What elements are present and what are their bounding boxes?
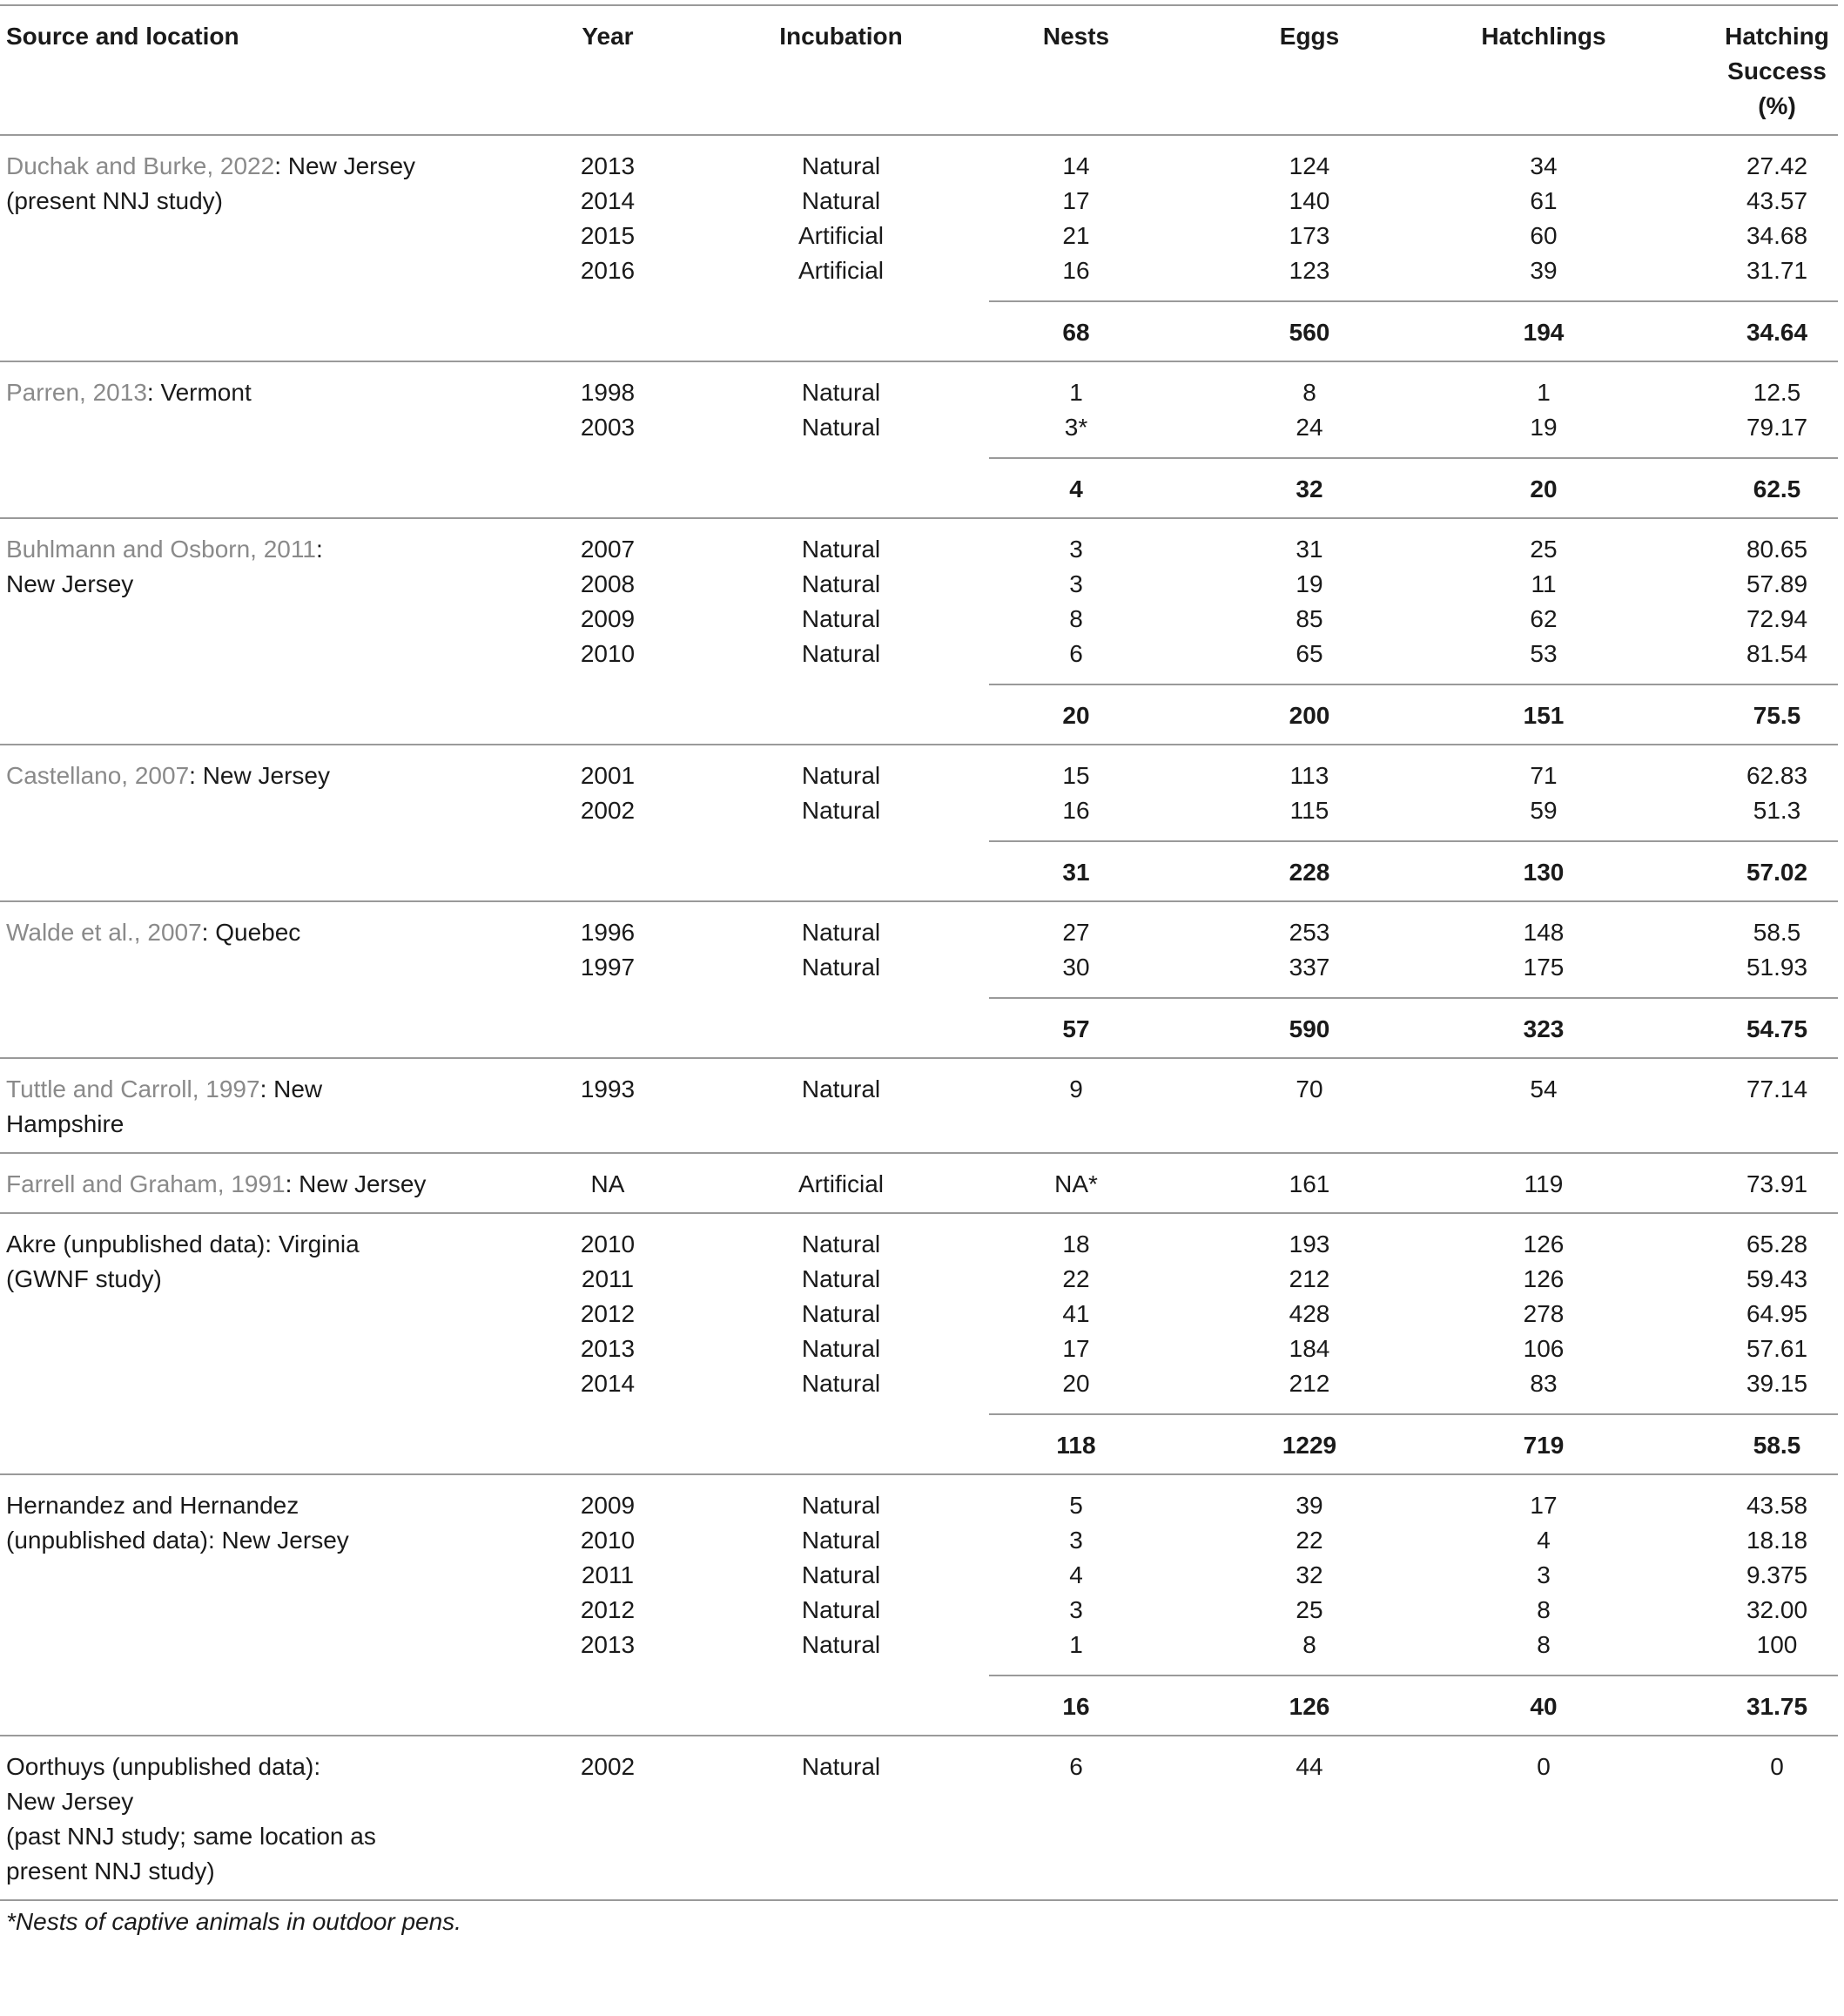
nests-cell: 15 [1062, 762, 1090, 789]
success-cell: 57.89 [1746, 570, 1808, 597]
source-line [6, 1107, 528, 1142]
incubation-cell: Artificial [797, 222, 884, 249]
source-line [6, 1167, 528, 1202]
success-cell: 100 [1756, 1631, 1798, 1658]
nests-cell: 16 [1062, 257, 1090, 284]
success-cell: 43.58 [1746, 1492, 1808, 1519]
total-cell: 4 [1069, 475, 1083, 502]
nests-cell: 9 [1069, 1075, 1083, 1102]
eggs-cell: 161 [1289, 1170, 1330, 1197]
subtotal-rule [989, 457, 1838, 459]
incubation-cell: Natural [801, 1300, 881, 1327]
eggs-cell: 65 [1296, 640, 1323, 667]
study-divider-rule [0, 517, 1838, 519]
success-cell: 79.17 [1746, 414, 1808, 441]
incubation-cell: Natural [801, 1231, 881, 1257]
success-cell: 9.375 [1746, 1561, 1808, 1588]
header-line: Hatching [1725, 23, 1829, 50]
nests-cell: 4 [1069, 1561, 1083, 1588]
eggs-cell: 428 [1289, 1300, 1330, 1327]
location-text: : New Jersey [285, 1170, 427, 1197]
incubation-cell: Natural [801, 570, 881, 597]
eggs-cell: 253 [1289, 919, 1330, 946]
source-line [6, 1262, 528, 1297]
incubation-cell: Natural [801, 379, 881, 406]
eggs-cell: 8 [1302, 1631, 1316, 1658]
total-cell: 590 [1289, 1015, 1330, 1042]
nests-cell: 17 [1062, 187, 1090, 214]
eggs-cell: 212 [1289, 1370, 1330, 1397]
location-text: : New Jersey [274, 152, 416, 179]
eggs-cell: 22 [1296, 1527, 1323, 1554]
nests-cell: 20 [1062, 1370, 1090, 1397]
incubation-cell: Natural [801, 954, 881, 981]
incubation-cell: Artificial [797, 257, 884, 284]
year-cell: 2003 [580, 414, 636, 441]
incubation-cell: Natural [801, 605, 881, 632]
total-cell: 57.02 [1746, 859, 1808, 886]
hatchlings-cell: 119 [1524, 1170, 1564, 1197]
nests-cell: 30 [1062, 954, 1090, 981]
source-line [6, 532, 528, 567]
location-text: : [315, 536, 323, 563]
eggs-cell: 31 [1296, 536, 1323, 563]
column-header: Source and location [6, 23, 239, 50]
eggs-cell: 44 [1296, 1753, 1323, 1780]
nests-cell: 3 [1069, 1527, 1083, 1554]
incubation-cell: Natural [801, 1492, 881, 1519]
total-cell: 16 [1062, 1693, 1090, 1720]
year-cell: NA [590, 1170, 625, 1197]
total-cell: 40 [1530, 1693, 1558, 1720]
location-text: (present NNJ study) [6, 187, 223, 214]
subtotal-rule [989, 684, 1838, 685]
table-top-rule [0, 4, 1838, 6]
total-cell: 62.5 [1753, 475, 1801, 502]
success-cell: 51.3 [1753, 797, 1801, 824]
year-cell: 2011 [581, 1265, 635, 1292]
incubation-cell: Natural [801, 640, 881, 667]
nests-cell: 6 [1069, 640, 1083, 667]
success-cell: 72.94 [1746, 605, 1808, 632]
source-location [6, 1167, 528, 1202]
nests-cell: 41 [1062, 1300, 1090, 1327]
hatchlings-cell: 0 [1537, 1753, 1551, 1780]
year-cell: 2009 [580, 1492, 636, 1519]
year-cell: 2008 [580, 570, 636, 597]
column-header: Incubation [779, 23, 903, 50]
hatchlings-cell: 62 [1530, 605, 1558, 632]
year-cell: 1998 [580, 379, 636, 406]
incubation-cell: Natural [801, 536, 881, 563]
year-cell: 2013 [580, 1631, 636, 1658]
success-cell: 39.15 [1746, 1370, 1808, 1397]
eggs-cell: 8 [1302, 379, 1316, 406]
source-line [6, 1750, 528, 1784]
citation-link[interactable]: Parren, 2013 [6, 379, 147, 406]
success-cell: 81.54 [1746, 640, 1808, 667]
total-cell: 126 [1289, 1693, 1330, 1720]
source-line [6, 1784, 528, 1819]
total-cell: 57 [1062, 1015, 1090, 1042]
subtotal-rule [989, 1675, 1838, 1676]
year-cell: 2015 [580, 222, 636, 249]
hatchlings-cell: 71 [1530, 762, 1558, 789]
nests-cell: 21 [1062, 222, 1090, 249]
location-text: : Quebec [201, 919, 301, 946]
source-line [6, 1488, 528, 1523]
eggs-cell: 32 [1296, 1561, 1323, 1588]
year-cell: 2002 [580, 1753, 636, 1780]
hatchlings-cell: 54 [1530, 1075, 1558, 1102]
hatchlings-cell: 11 [1531, 570, 1557, 597]
source-location [6, 1488, 528, 1558]
incubation-cell: Natural [801, 1561, 881, 1588]
total-cell: 68 [1062, 319, 1090, 346]
source-location [6, 375, 528, 410]
hatchlings-cell: 34 [1530, 152, 1558, 179]
success-cell: 31.71 [1746, 257, 1808, 284]
table-footnote: *Nests of captive animals in outdoor pens. [6, 1908, 461, 1935]
column-header: Eggs [1279, 23, 1340, 50]
success-cell: 80.65 [1746, 536, 1808, 563]
success-cell: 57.61 [1746, 1335, 1808, 1362]
study-divider-rule [0, 1735, 1838, 1736]
success-cell: 64.95 [1746, 1300, 1808, 1327]
eggs-cell: 184 [1289, 1335, 1330, 1362]
location-text: (GWNF study) [6, 1265, 162, 1292]
year-cell: 2010 [580, 640, 636, 667]
hatchlings-cell: 4 [1537, 1527, 1551, 1554]
eggs-cell: 337 [1289, 954, 1330, 981]
total-cell: 118 [1056, 1432, 1096, 1459]
nests-cell: 17 [1062, 1335, 1090, 1362]
header-line: Success [1727, 57, 1827, 84]
success-cell: 59.43 [1746, 1265, 1808, 1292]
location-text: Akre (unpublished data): Virginia [6, 1231, 360, 1257]
hatchlings-cell: 39 [1530, 257, 1558, 284]
total-cell: 58.5 [1753, 1432, 1801, 1459]
success-cell: 43.57 [1746, 187, 1808, 214]
year-cell: 2012 [580, 1596, 636, 1623]
citation-link[interactable]: Walde et al., 2007 [6, 919, 202, 946]
success-cell: 58.5 [1753, 919, 1801, 946]
nests-cell: 16 [1062, 797, 1090, 824]
hatchlings-cell: 126 [1523, 1265, 1565, 1292]
subtotal-rule [989, 997, 1838, 999]
subtotal-rule [989, 300, 1838, 302]
incubation-cell: Natural [801, 919, 881, 946]
incubation-cell: Natural [801, 1596, 881, 1623]
source-line [6, 759, 528, 793]
location-text: Oorthuys (unpublished data): [6, 1753, 321, 1780]
study-divider-rule [0, 1057, 1838, 1059]
total-cell: 75.5 [1753, 702, 1801, 729]
success-cell: 12.5 [1753, 379, 1801, 406]
nests-cell: 8 [1069, 605, 1083, 632]
source-line [6, 149, 528, 184]
subtotal-rule [989, 840, 1838, 842]
nests-cell: 22 [1062, 1265, 1090, 1292]
year-cell: 2007 [580, 536, 636, 563]
total-cell: 31.75 [1746, 1693, 1808, 1720]
success-cell: 65.28 [1746, 1231, 1808, 1257]
hatchlings-cell: 59 [1530, 797, 1558, 824]
nests-cell: 27 [1062, 919, 1090, 946]
hatchlings-cell: 25 [1530, 536, 1558, 563]
location-text: New Jersey [6, 570, 134, 597]
source-location [6, 915, 528, 950]
hatchlings-cell: 17 [1530, 1492, 1558, 1519]
nests-cell: 1 [1069, 379, 1083, 406]
hatchlings-cell: 106 [1523, 1335, 1565, 1362]
column-header: Year [582, 23, 634, 50]
hatchlings-cell: 61 [1530, 187, 1558, 214]
location-text: : New [259, 1075, 323, 1102]
success-cell: 18.18 [1746, 1527, 1808, 1554]
incubation-cell: Natural [801, 1075, 881, 1102]
source-location [6, 759, 528, 793]
total-cell: 34.64 [1746, 319, 1808, 346]
year-cell: 2014 [580, 1370, 636, 1397]
hatchlings-cell: 8 [1537, 1596, 1551, 1623]
success-cell: 77.14 [1746, 1075, 1808, 1102]
eggs-cell: 24 [1296, 414, 1323, 441]
citation-link[interactable]: Buhlmann and Osborn, 2011 [6, 536, 316, 563]
source-line [6, 375, 528, 410]
year-cell: 2002 [580, 797, 636, 824]
incubation-cell: Natural [801, 1265, 881, 1292]
eggs-cell: 140 [1289, 187, 1330, 214]
year-cell: 1993 [580, 1075, 636, 1102]
success-cell: 27.42 [1746, 152, 1808, 179]
location-text: : New Jersey [189, 762, 330, 789]
total-cell: 194 [1523, 319, 1565, 346]
total-cell: 20 [1062, 702, 1090, 729]
total-cell: 200 [1289, 702, 1330, 729]
incubation-cell: Natural [801, 187, 881, 214]
success-cell: 62.83 [1746, 762, 1808, 789]
study-divider-rule [0, 1899, 1838, 1901]
incubation-cell: Natural [801, 797, 881, 824]
location-text: (unpublished data): New Jersey [6, 1527, 349, 1554]
nests-cell: 18 [1062, 1231, 1090, 1257]
success-cell: 73.91 [1746, 1170, 1808, 1197]
source-location [6, 1750, 528, 1889]
total-cell: 32 [1296, 475, 1323, 502]
header-bottom-rule [0, 134, 1838, 136]
source-line [6, 915, 528, 950]
nests-cell: 3 [1069, 1596, 1083, 1623]
source-line [6, 567, 528, 602]
total-cell: 228 [1289, 859, 1330, 886]
year-cell: 2009 [580, 605, 636, 632]
total-cell: 54.75 [1746, 1015, 1808, 1042]
study-divider-rule [0, 361, 1838, 362]
location-text: (past NNJ study; same location as [6, 1823, 376, 1850]
incubation-cell: Natural [801, 152, 881, 179]
nests-cell: 14 [1062, 152, 1090, 179]
incubation-cell: Natural [801, 1335, 881, 1362]
hatchlings-cell: 19 [1530, 414, 1558, 441]
incubation-cell: Natural [801, 1527, 881, 1554]
nests-cell: 6 [1069, 1753, 1083, 1780]
total-cell: 130 [1523, 859, 1565, 886]
study-divider-rule [0, 1152, 1838, 1154]
subtotal-rule [989, 1413, 1838, 1415]
hatchlings-cell: 175 [1523, 954, 1565, 981]
year-cell: 2016 [580, 257, 636, 284]
source-location [6, 1072, 528, 1142]
column-header: Nests [1042, 23, 1110, 50]
success-cell: 51.93 [1746, 954, 1808, 981]
year-cell: 2012 [580, 1300, 636, 1327]
incubation-cell: Natural [801, 1753, 881, 1780]
year-cell: 2001 [580, 762, 636, 789]
source-line [6, 1819, 528, 1854]
incubation-cell: Natural [801, 1631, 881, 1658]
study-divider-rule [0, 744, 1838, 745]
hatchlings-cell: 83 [1530, 1370, 1558, 1397]
eggs-cell: 123 [1289, 257, 1330, 284]
incubation-cell: Natural [801, 414, 881, 441]
location-text: : Vermont [146, 379, 252, 406]
eggs-cell: 19 [1296, 570, 1323, 597]
year-cell: 2013 [580, 1335, 636, 1362]
eggs-cell: 115 [1289, 797, 1329, 824]
total-cell: 20 [1530, 475, 1558, 502]
eggs-cell: 173 [1289, 222, 1330, 249]
total-cell: 1229 [1282, 1432, 1337, 1459]
column-header: Hatchlings [1481, 23, 1606, 50]
nests-cell: 1 [1069, 1631, 1083, 1658]
incubation-cell: Artificial [797, 1170, 884, 1197]
location-text: Hernandez and Hernandez [6, 1492, 299, 1519]
study-divider-rule [0, 1212, 1838, 1214]
hatchlings-cell: 8 [1537, 1631, 1551, 1658]
incubation-cell: Natural [801, 762, 881, 789]
source-line [6, 1227, 528, 1262]
source-line [6, 1523, 528, 1558]
nests-cell: 3 [1069, 536, 1083, 563]
column-header-hatching-success [1690, 19, 1844, 124]
location-text: present NNJ study) [6, 1858, 215, 1885]
location-text: New Jersey [6, 1788, 134, 1815]
source-location [6, 149, 528, 219]
eggs-cell: 212 [1289, 1265, 1330, 1292]
year-cell: 2014 [580, 187, 636, 214]
eggs-cell: 85 [1296, 605, 1323, 632]
source-line [6, 1072, 528, 1107]
study-divider-rule [0, 900, 1838, 902]
year-cell: 2010 [580, 1231, 636, 1257]
hatchlings-cell: 278 [1523, 1300, 1565, 1327]
nests-cell: 3 [1069, 570, 1083, 597]
success-cell: 34.68 [1746, 222, 1808, 249]
nests-cell: 5 [1069, 1492, 1083, 1519]
hatchlings-cell: 3 [1537, 1561, 1551, 1588]
total-cell: 151 [1523, 702, 1565, 729]
eggs-cell: 113 [1289, 762, 1329, 789]
citation-link[interactable]: Duchak and Burke, 2022 [6, 152, 275, 179]
nests-cell: NA* [1054, 1170, 1098, 1197]
hatchlings-cell: 53 [1530, 640, 1558, 667]
nests-cell: 3* [1064, 414, 1088, 441]
citation-link[interactable]: Tuttle and Carroll, 1997 [6, 1075, 260, 1102]
eggs-cell: 25 [1296, 1596, 1323, 1623]
source-line [6, 1854, 528, 1889]
total-cell: 719 [1523, 1432, 1565, 1459]
year-cell: 2010 [580, 1527, 636, 1554]
header-line: (%) [1758, 92, 1796, 119]
citation-link[interactable]: Farrell and Graham, 1991 [6, 1170, 286, 1197]
hatchlings-cell: 1 [1537, 379, 1551, 406]
eggs-cell: 193 [1289, 1231, 1330, 1257]
source-line [6, 184, 528, 219]
year-cell: 2013 [580, 152, 636, 179]
success-cell: 32.00 [1746, 1596, 1808, 1623]
year-cell: 1996 [580, 919, 636, 946]
study-divider-rule [0, 1473, 1838, 1475]
source-location [6, 1227, 528, 1297]
total-cell: 323 [1523, 1015, 1565, 1042]
total-cell: 560 [1289, 319, 1330, 346]
hatchlings-cell: 126 [1523, 1231, 1565, 1257]
year-cell: 1997 [580, 954, 636, 981]
hatchlings-cell: 148 [1523, 919, 1565, 946]
citation-link[interactable]: Castellano, 2007 [6, 762, 190, 789]
eggs-cell: 39 [1296, 1492, 1323, 1519]
year-cell: 2011 [581, 1561, 635, 1588]
source-location [6, 532, 528, 602]
location-text: Hampshire [6, 1110, 125, 1137]
eggs-cell: 70 [1296, 1075, 1323, 1102]
eggs-cell: 124 [1289, 152, 1330, 179]
hatchlings-cell: 60 [1530, 222, 1558, 249]
total-cell: 31 [1062, 859, 1090, 886]
success-cell: 0 [1770, 1753, 1784, 1780]
incubation-cell: Natural [801, 1370, 881, 1397]
